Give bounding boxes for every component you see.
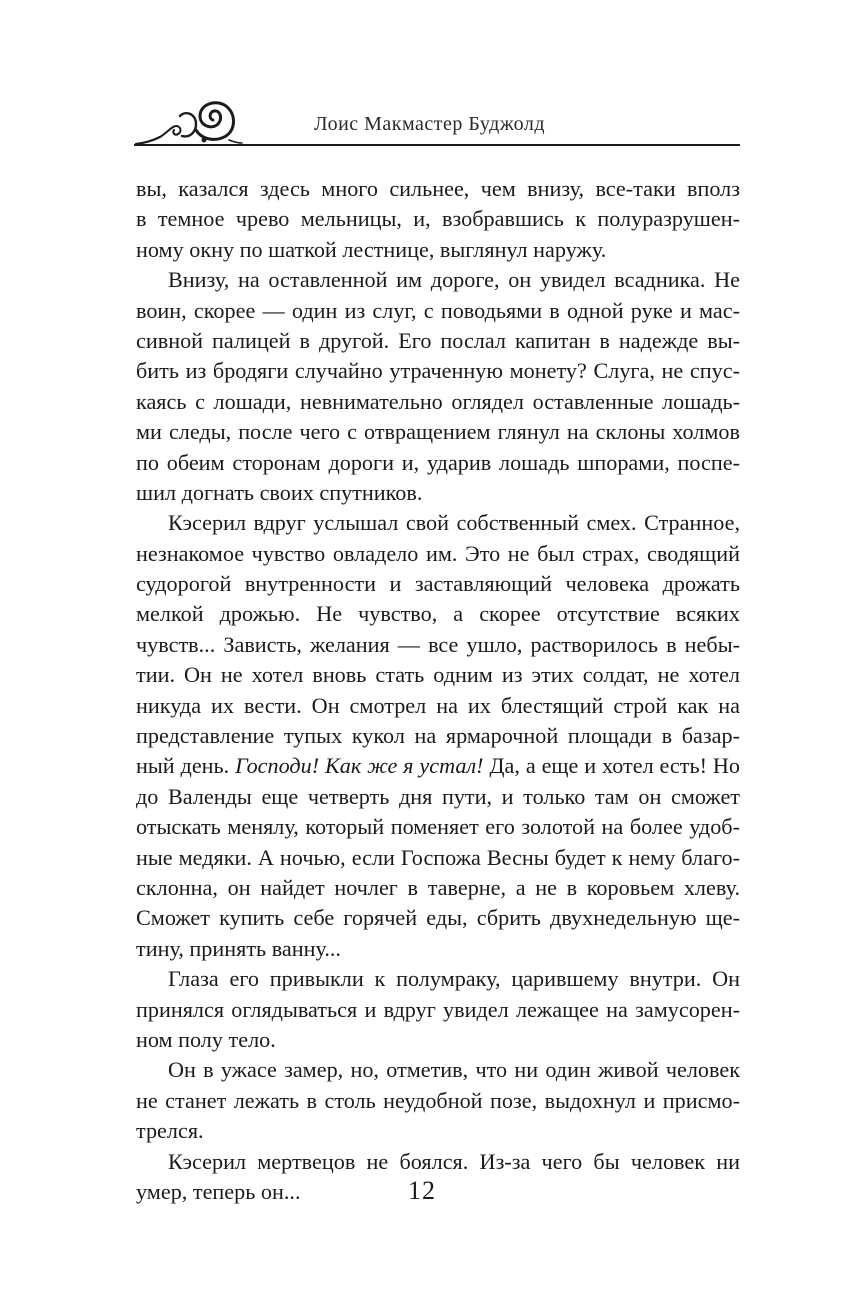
text-line: умер, теперь он...	[136, 1178, 301, 1204]
text-line: до Валенды еще четверть дня пути, и только там он сможет	[136, 783, 740, 809]
text-line: Он в ужасе замер, но, отметив, что ни один живой человек	[168, 1057, 740, 1083]
text-line: ном полу тело.	[136, 1026, 276, 1052]
text-line: отыскать менялу, который поменяет его золотой на более удоб-	[136, 814, 740, 840]
text-line: Глаза его привыкли к полумраку, царившему внутри. Он	[168, 966, 740, 992]
text-line-mixed	[136, 751, 740, 781]
text-line: шил догнать своих спутников.	[136, 479, 423, 505]
text-line: по обеим сторонам дороги и, ударив лошадь шпорами, поспе-	[136, 449, 740, 475]
text-line: Внизу, на оставленной им дороге, он увидел всадника. Не	[168, 267, 740, 293]
text-line: не станет лежать в столь неудобной позе, выдохнул и присмо-	[136, 1087, 740, 1113]
text-segment: Да, а еще и хотел есть! Но	[489, 753, 740, 779]
text-line: трелся.	[136, 1118, 204, 1144]
text-line: Сможет купить себе горячей еды, сбрить двухнедельную ще-	[136, 905, 740, 931]
text-line: воин, скорее — один из слуг, с поводьями в одной руке и мас-	[136, 297, 740, 323]
page-number: 12	[408, 1176, 436, 1205]
text-line: тину, принять ванну...	[136, 935, 341, 961]
text-line: никуда их вести. Он смотрел на их блестящий строй как на	[136, 692, 740, 718]
text-line: незнакомое чувство овладело им. Это не был страх, сводящий	[136, 540, 740, 566]
swirl-ornament-icon	[134, 96, 244, 148]
text-line: мелкой дрожью. Не чувство, а скорее отсутствие всяких	[136, 601, 740, 627]
text-line: ные медяки. А ночью, если Госпожа Весны будет к нему благо-	[136, 844, 740, 870]
page-header	[134, 96, 740, 152]
text-line: представление тупых кукол на ярмарочной площади в базар-	[136, 723, 740, 749]
text-line: Кэсерил вдруг услышал свой собственный смех. Странное,	[168, 510, 740, 536]
header-rule	[134, 144, 740, 146]
text-line: тии. Он не хотел вновь стать одним из этих солдат, не хотел	[136, 662, 740, 688]
text-line: ному окну по шаткой лестнице, выглянул наружу.	[136, 236, 607, 262]
text-segment: ный день.	[136, 753, 230, 779]
italic-exclamation: Господи! Как же я устал!	[235, 753, 484, 779]
text-line: ми следы, после чего с отвращением глянул на склоны холмов	[136, 419, 740, 445]
text-line: судорогой внутренности и заставляющий человека дрожать	[136, 571, 740, 597]
text-line: бить из бродяги случайно утраченную монету? Слуга, не спус-	[136, 358, 740, 384]
text-line: принялся оглядываться и вдруг увидел лежащее на замусорен-	[136, 996, 740, 1022]
text-line: склонна, он найдет ночлег в таверне, а не в коровьем хлеву.	[136, 874, 740, 900]
body-text	[136, 174, 740, 1207]
text-line: Кэсерил мертвецов не боялся. Из-за чего бы человек ни	[168, 1148, 740, 1174]
text-line: каясь с лошади, невнимательно оглядел оставленные лошадь-	[136, 388, 740, 414]
text-line: чувств... Зависть, желания — все ушло, растворилось в небы-	[136, 631, 740, 657]
text-line: в темное чрево мельницы, и, взобравшись к полуразрушен-	[136, 206, 740, 232]
text-line: сивной палицей в другой. Его послал капитан в надежде вы-	[136, 327, 740, 353]
running-head-title: Лоис Макмастер Буджолд	[314, 113, 546, 135]
text-line: вы, казался здесь много сильнее, чем внизу, все-таки вполз	[136, 176, 740, 201]
